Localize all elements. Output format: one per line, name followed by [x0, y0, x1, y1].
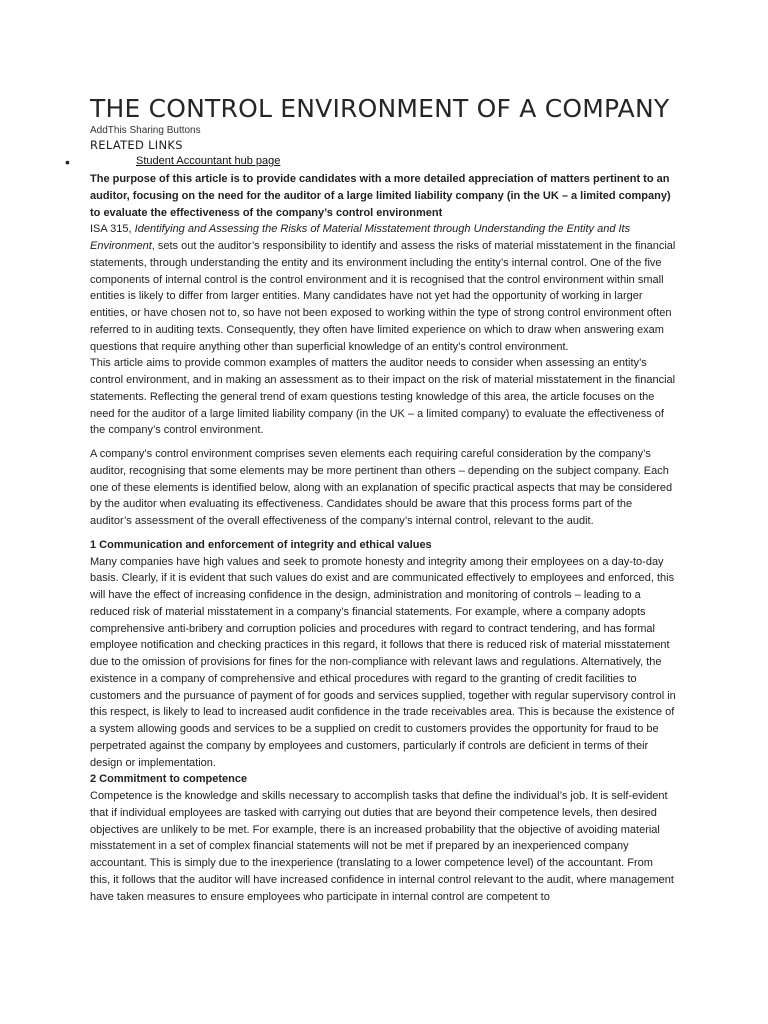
intro-summary: The purpose of this article is to provide candidates with a more detailed appreciation of matters pertinent to an auditor, focusing on the need for the auditor of a large limited liability company (in the UK – a limited company) to evaluate the effectiveness of the company’s control environment	[90, 173, 671, 219]
isa-paragraph-body: , sets out the auditor’s responsibility to identify and assess the risks of material misstatement in the financial statements, through understanding the entity and its environment including the entity’s internal control. One of the five components of internal control is the control environment and it is recognised that the control environment within small entities is likely to differ from larger entities. Many candidates have not yet had the opportunity of working in larger entities, or have chosen not to, so have not been exposed to working within the type of strong control environment often referred to in auditing texts. Consequently, they often have limited experience on which to draw when answering exam questions that require anything other than superficial knowledge of an entity’s control environment.	[90, 240, 676, 353]
article	[65, 93, 676, 905]
isa-315-paragraph	[90, 221, 676, 355]
control-elements-paragraph: A company’s control environment comprises seven elements each requiring careful consideration by the company’s auditor, recognising that some elements may be more pertinent than others – depending on the subject company. Each one of these elements is identified below, along with an explanation of specific practical aspects that may be considered by the auditor when evaluating its effectiveness. Candidates should be aware that this process forms part of the auditor’s assessment of the overall effectiveness of the company’s internal control, relevant to the audit.	[90, 448, 673, 527]
related-links-heading: RELATED LINKS	[90, 138, 183, 152]
student-accountant-hub-link[interactable]: Student Accountant hub page	[136, 155, 281, 167]
isa-prefix: ISA 315,	[90, 223, 135, 236]
page-title: THE CONTROL ENVIRONMENT OF A COMPANY	[90, 94, 670, 123]
related-link-item	[65, 154, 676, 170]
isa-standard-title: Identifying and Assessing the Risks of Material Misstatement through Understanding the Entity and Its Environment	[90, 223, 631, 252]
section-2-heading: 2 Commitment to competence	[90, 773, 248, 786]
section-1-heading: 1 Communication and enforcement of integrity and ethical values	[90, 538, 432, 551]
section-2-body: Competence is the knowledge and skills necessary to accomplish tasks that define the individual’s job. It is self-evident that if individual employees are tasked with carrying out duties that are beyond their competence levels, then desired objectives are unlikely to be met. For example, there is an increased probability that the objective of avoiding material misstatement in a set of complex financial statements will not be met if prepared by an inexperienced company accountant. This is simply due to the inexperience (translating to a lower competence level) of the accountant. From this, it follows that the auditor will have increased confidence in internal control relevant to the audit, where management have taken measures to ensure employees who participate in internal control are competent to	[90, 790, 674, 903]
addthis-sharing-buttons[interactable]: AddThis Sharing Buttons	[90, 125, 201, 136]
article-aims-paragraph: This article aims to provide common examples of matters the auditor needs to consider when assessing an entity’s control environment, and in making an assessment as to their impact on the risk of material misstatement in the financial statements. Reflecting the general trend of exam questions testing knowledge of this area, the article focuses on the need for the auditor of a large limited liability company (in the UK – a limited company) to evaluate the effectiveness of the company’s control environment.	[90, 357, 676, 437]
section-1-body: Many companies have high values and seek to promote honesty and integrity among their employees on a day-to-day basis. Clearly, if it is evident that such values do exist and are communicated effectively to employees and enforced, this will have the effect of increasing confidence in the design, administration and monitoring of controls – leading to a reduced risk of material misstatement in a company’s financial statements. For example, where a company adopts comprehensive anti-bribery and corruption policies and procedures with regard to contract tendering, and has formal employee notification and checking practices in this regard, it follows that there is reduced risk of material misstatement due to the omission of provisions for fines for the non-compliance with relevant laws and regulations. Alternatively, the existence in a company of comprehensive and ethical procedures with regard to the granting of credit facilities to customers and the pursuance of payment of for goods and services supplied, together with regular supervisory control in this respect, is likely to lead to increased audit confidence in the trade receivables area. This is because the existence of a system allowing goods and services to be a supplied on credit to customers provides the opportunity for fraud to be perpetrated against the company by employees and customers, particularly if controls are deficient in terms of their design or implementation.	[90, 555, 676, 769]
bullet-icon: •	[65, 154, 70, 170]
